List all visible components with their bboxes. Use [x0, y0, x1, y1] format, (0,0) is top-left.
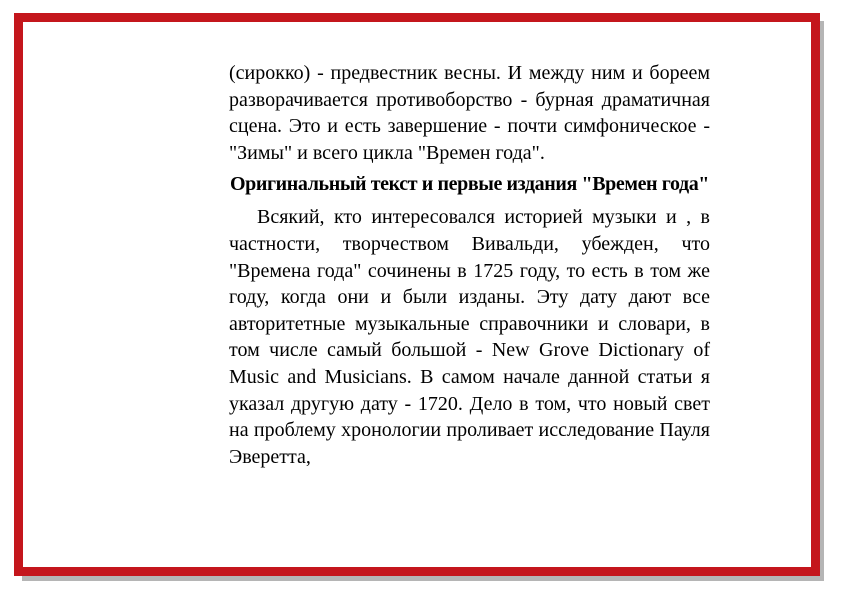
- section-heading: Оригинальный текст и первые издания "Времен года": [229, 173, 709, 196]
- main-paragraph: Всякий, кто интересовался историей музыки и , в частности, творчеством Вивальди, убежден, что "Времена года" сочинены в 1725 году, то есть в том же году, когда они и были изданы. Эту дату дают все авторитетные музыкальные справочники и словари, в том числе самый большой - New Grove Dictionary of Music and Musicians. В самом начале данной статьи я указал другую дату - 1720. Дело в том, что новый свет на проблему хронологии проливает исследование Пауля Эверетта,: [229, 206, 710, 468]
- article-text: [229, 60, 710, 470]
- intro-paragraph: (сирокко) - предвестник весны. И между ним и бореем разворачивается противоборство - бурная драматичная сцена. Это и есть завершение - почти симфоническое - "Зимы" и всего цикла "Времен года".: [229, 62, 710, 164]
